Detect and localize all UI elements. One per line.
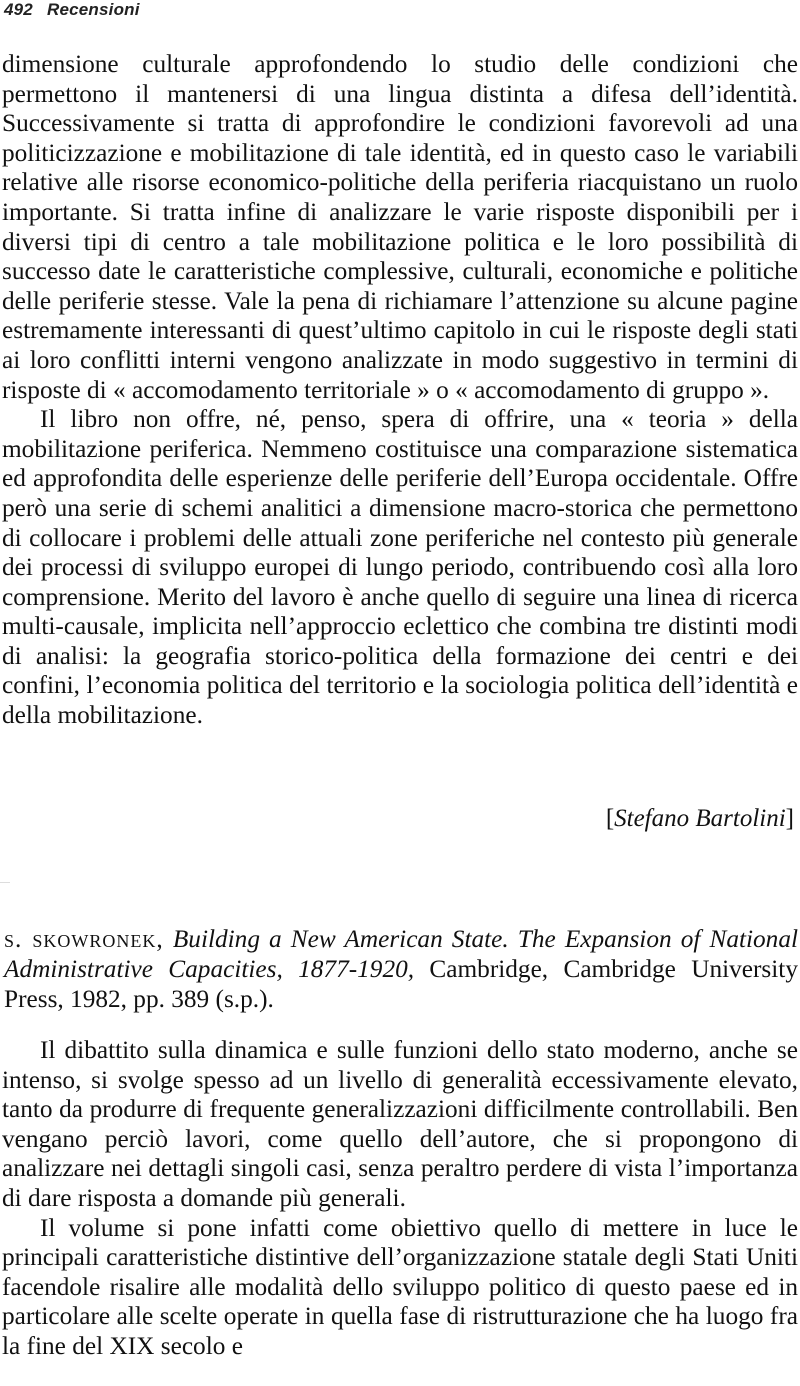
signature-open-bracket: [ xyxy=(605,805,615,832)
bibliographic-entry xyxy=(4,924,798,1014)
running-header xyxy=(4,0,140,22)
signature-close-bracket: ] xyxy=(785,805,794,832)
book-publication: Cambridge, Cambridge University Press, 1982, pp. 389 (s.p.). xyxy=(4,955,798,1013)
book-title: Building a New American State. The Expansion of National Administrative Capacities, 1877-1920, xyxy=(4,925,799,983)
book-author: s. skowronek, xyxy=(4,925,164,953)
review-1-body xyxy=(2,50,798,731)
review-2-body xyxy=(2,1036,798,1362)
review-2-paragraph-1: Il dibattito sulla dinamica e sulle funzioni dello stato moderno, anche se intenso, si svolge spesso ad un livello di generalità eccessivamente elevato, tanto da produrre di frequente generalizzazioni difficilmente controllabili. Ben vengano perciò lavori, come quello dell’autore, che si propongono di analizzare nei dettagli singoli casi, senza peraltro perdere di vista l’importanza di dare risposta a domande più generali. xyxy=(2,1036,798,1212)
section-title: Recensioni xyxy=(46,0,140,19)
reviewer-signature xyxy=(606,804,794,834)
section-divider xyxy=(0,882,10,883)
review-1-paragraph-2: Il libro non offre, né, penso, spera di offrire, una « teoria » della mobilitazione periferica. Nemmeno costituisce una comparazione sistematica ed approfondita delle esperienze delle periferie dell’Europa occidentale. Offre però una serie di schemi analitici a dimensione macro-storica che permettono di collocare i problemi delle attuali zone periferiche nel contesto più generale dei processi di sviluppo europei di lungo periodo, contribuendo così alla loro comprensione. Merito del lavoro è anche quello di seguire una linea di ricerca multi-causale, implicita nell’approccio eclettico che combina tre distinti modi di analisi: la geografia storico-politica della formazione dei centri e dei confini, l’economia politica del territorio e la sociologia politica dell’identità e della mobilitazione. xyxy=(2,405,798,730)
page-number: 492 xyxy=(4,0,33,19)
review-2-paragraph-2: Il volume si pone infatti come obiettivo quello di mettere in luce le principali caratteristiche distintive dell’organizzazione statale degli Stati Uniti facendole risalire alle modalità dello sviluppo politico di questo paese ed in particolare alle scelte operate in quella fase di ristrutturazione che ha luogo fra la fine del XIX secolo e xyxy=(2,1213,798,1360)
review-1-paragraph-1: dimensione culturale approfondendo lo studio delle condizioni che permettono il mantenersi di una lingua distinta a difesa dell’identità. Successivamente si tratta di approfondire le condizioni favorevoli ad una politicizzazione e mobilitazione di tale identità, ed in questo caso le variabili relative alle risorse economico-politiche della periferia riacquistano un ruolo importante. Si tratta infine di analizzare le varie risposte disponibili per i diversi tipi di centro a tale mobilitazione politica e le loro possibilità di successo date le caratteristiche complessive, culturali, economiche e politiche delle periferie stesse. Vale la pena di richiamare l’attenzione su alcune pagine estremamente interessanti di quest’ultimo capitolo in cui le risposte degli stati ai loro conflitti interni vengono analizzate in modo suggestivo in termini di risposte di « accomodamento territoriale » o « accomodamento di gruppo ». xyxy=(2,50,798,404)
reviewer-name: Stefano Bartolini xyxy=(614,805,786,832)
